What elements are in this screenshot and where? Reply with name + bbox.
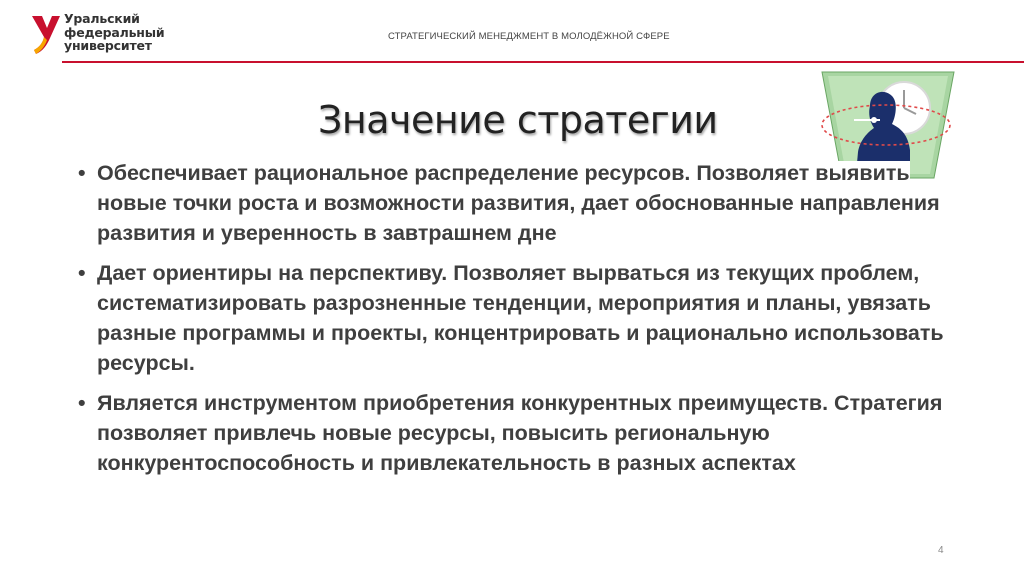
list-item [70, 258, 950, 378]
university-logo [30, 12, 190, 56]
bullet-text-2: Дает ориентиры на перспективу. Позволяет вырваться из текущих проблем, систематизировать разрозненные тенденции, мероприятия и планы, увязать разные программы и проекты, концентрировать и рационально использовать ресурсы. [97, 261, 944, 375]
page-number: 4 [938, 545, 944, 556]
list-item [70, 158, 950, 248]
slide-title: Значение стратегии [318, 98, 718, 142]
bullet-list [70, 158, 950, 488]
logo-line-2: федеральный [64, 24, 165, 40]
header-divider [62, 61, 1024, 63]
logo-line-3: университет [64, 38, 152, 53]
ural-federal-university-emblem-icon [30, 12, 62, 56]
course-title: СТРАТЕГИЧЕСКИЙ МЕНЕДЖМЕНТ В МОЛОДЁЖНОЙ СФЕРЕ [388, 31, 670, 42]
bullet-text-1: Обеспечивает рациональное распределение ресурсов. Позволяет выявить новые точки роста и возможности развития, дает обоснованные направления развития и уверенность в завтрашнем дне [97, 161, 940, 245]
logo-line-1: Уральский [64, 11, 140, 26]
list-item [70, 388, 950, 478]
logo-text [64, 12, 164, 53]
bullet-text-3: Является инструментом приобретения конкурентных преимуществ. Стратегия позволяет привлечь новые ресурсы, повысить региональную конкурентоспособность и привлекательность в разных аспектах [97, 391, 943, 475]
